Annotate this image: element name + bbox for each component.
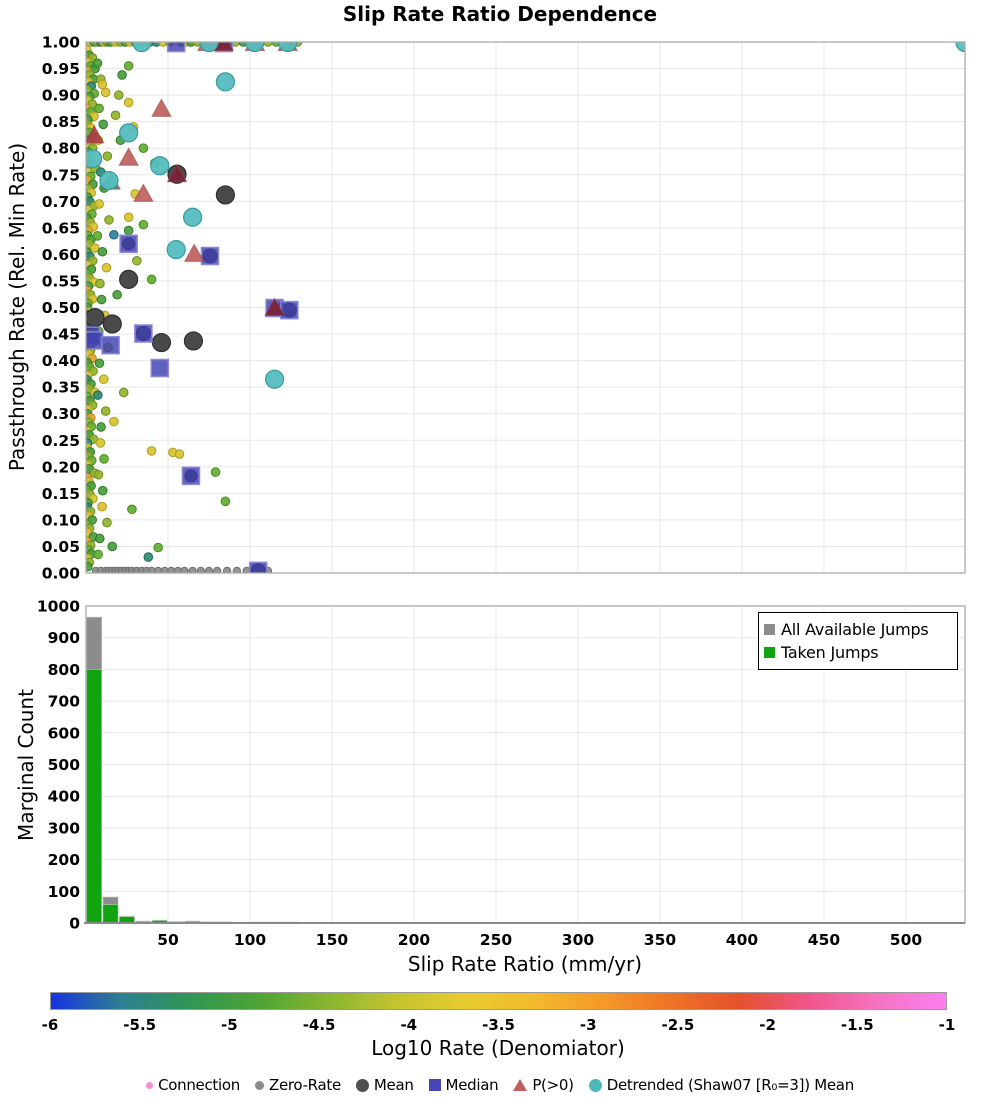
legend-row-available (764, 620, 952, 639)
histogram-y-tick-label: 600 (47, 724, 80, 743)
legend-item-label: Connection (158, 1076, 240, 1094)
legend-item-5 (589, 1076, 854, 1094)
marker-legend (0, 1076, 1000, 1094)
colorbar-tick-label: -1 (938, 1016, 956, 1034)
histogram-x-tick-label: 500 (889, 931, 923, 949)
scatter-point-connection (103, 152, 112, 161)
scatter-point-median (120, 235, 137, 252)
scatter-y-tick-label: 0.25 (41, 431, 80, 450)
scatter-point-mean-or-detrended (167, 241, 185, 259)
scatter-point-connection (119, 388, 128, 397)
scatter-point-connection (110, 230, 119, 239)
scatter-point-connection (95, 359, 104, 368)
square-icon (429, 1079, 441, 1091)
histogram-y-tick-label: 400 (47, 787, 80, 806)
scatter-point-connection (97, 295, 106, 304)
colorbar-tick-label: -1.5 (840, 1016, 874, 1034)
colorbar-label: Log10 Rate (Denomiator) (371, 1036, 625, 1060)
scatter-point-connection (147, 275, 156, 284)
histogram-y-tick-label: 800 (47, 660, 80, 679)
colorbar-tick-label: -6 (41, 1016, 59, 1034)
scatter-y-tick-label: 0.00 (41, 564, 80, 583)
histogram-y-tick-label: 700 (47, 692, 80, 711)
scatter-point-connection (103, 518, 112, 527)
scatter-point-connection (95, 534, 104, 543)
taken-jumps-swatch (764, 647, 775, 658)
legend-item-label: Median (445, 1076, 499, 1094)
scatter-point-connection (97, 423, 106, 432)
histogram-x-tick-label: 400 (725, 931, 759, 949)
histogram-y-tick-label: 300 (47, 819, 80, 838)
legend-item-4 (513, 1076, 573, 1094)
scatter-point-median (182, 467, 199, 484)
legend-item-label: Mean (373, 1076, 414, 1094)
colorbar-gradient (50, 992, 947, 1010)
histogram-y-tick-label: 500 (47, 756, 80, 774)
scatter-point-connection (84, 562, 93, 571)
scatter-point-connection (108, 542, 117, 551)
scatter-point-connection (118, 71, 127, 80)
scatter-point-connection (124, 98, 133, 107)
histogram-y-tick-label: 1000 (36, 597, 80, 616)
scatter-point-median (86, 332, 103, 349)
colorbar-tick-label: -3.5 (482, 1016, 515, 1034)
scatter-point-connection (113, 290, 122, 299)
histogram-x-tick-label: 250 (479, 931, 513, 949)
scatter-y-tick-label: 0.35 (41, 378, 80, 397)
scatter-y-tick-label: 0.05 (41, 537, 80, 556)
scatter-point-mean-or-detrended (184, 208, 202, 226)
scatter-point-connection (98, 247, 107, 256)
legend-item-0 (146, 1076, 240, 1094)
triangle-icon (513, 1079, 527, 1091)
legend-item-label: Detrended (Shaw07 [R₀=3]) Mean (606, 1076, 854, 1094)
scatter-point-median (168, 35, 185, 52)
scatter-point-connection (154, 543, 163, 552)
legend-row-taken (764, 643, 952, 662)
dot-m-icon (255, 1081, 264, 1090)
histogram-bar-taken (103, 905, 118, 923)
scatter-point-median (201, 247, 218, 264)
scatter-point-mean-or-detrended (216, 186, 234, 204)
scatter-point-connection (95, 200, 104, 209)
scatter-point-p-gt-0 (119, 148, 138, 165)
scatter-point-median (281, 302, 298, 319)
colorbar-tick-label: -5 (221, 1016, 238, 1034)
scatter-y-tick-label: 0.60 (41, 245, 80, 264)
available-jumps-label: All Available Jumps (781, 619, 929, 639)
scatter-point-connection (175, 450, 184, 459)
scatter-point-median (135, 325, 152, 342)
histogram-y-tick-label: 100 (47, 882, 80, 901)
scatter-point-mean-or-detrended (120, 270, 138, 288)
histogram-y-axis-label: Marginal Count (14, 689, 38, 841)
scatter-point-connection (94, 391, 103, 400)
scatter-point-connection (139, 220, 148, 229)
scatter-point-mean-or-detrended (100, 172, 118, 190)
circle-icon (589, 1079, 602, 1092)
scatter-point-connection (100, 455, 109, 464)
scatter-y-tick-label: 0.55 (41, 272, 80, 291)
scatter-y-tick-label: 0.30 (41, 405, 80, 424)
histogram-y-tick-label: 200 (47, 851, 80, 870)
scatter-point-connection (98, 80, 107, 89)
scatter-y-tick-label: 0.65 (41, 219, 80, 238)
scatter-point-mean-or-detrended (103, 315, 121, 333)
scatter-point-connection (96, 439, 105, 448)
dot-s-icon (146, 1082, 153, 1089)
legend-item-label: P(>0) (532, 1076, 574, 1094)
scatter-point-mean-or-detrended (266, 370, 284, 388)
colorbar-tick-label: -2.5 (661, 1016, 695, 1034)
histogram-x-tick-label: 200 (397, 931, 431, 949)
histogram-x-tick-label: 50 (157, 931, 179, 949)
scatter-point-connection (124, 213, 133, 222)
histogram-bar-taken (87, 669, 102, 923)
scatter-y-tick-label: 0.70 (41, 192, 80, 211)
colorbar-tick-label: -3 (579, 1016, 597, 1034)
scatter-point-median (102, 337, 119, 354)
histogram-x-axis-label: Slip Rate Ratio (mm/yr) (407, 952, 643, 976)
legend-item-2 (356, 1076, 414, 1094)
available-jumps-swatch (764, 624, 775, 635)
scatter-y-tick-label: 0.20 (41, 458, 80, 477)
histogram-x-tick-label: 150 (315, 931, 349, 949)
scatter-point-connection (144, 553, 153, 562)
histogram-legend (758, 612, 958, 670)
histogram-x-tick-label: 350 (643, 931, 677, 949)
scatter-point-connection (101, 88, 110, 97)
scatter-point-connection (98, 486, 107, 495)
scatter-point-connection (101, 407, 110, 416)
scatter-point-median (151, 360, 168, 377)
colorbar-tick-label: -5.5 (123, 1016, 157, 1034)
scatter-point-connection (96, 279, 105, 288)
histogram-y-tick-label: 0 (69, 914, 80, 933)
scatter-point-connection (139, 144, 148, 153)
scatter-point-connection (110, 417, 119, 426)
scatter-point-connection (147, 447, 156, 456)
scatter-y-tick-label: 0.85 (41, 113, 80, 132)
scatter-y-tick-label: 0.95 (41, 60, 80, 79)
scatter-point-connection (99, 120, 108, 129)
scatter-y-tick-label: 0.15 (41, 484, 80, 503)
scatter-y-tick-label: 0.80 (41, 139, 80, 158)
scatter-point-connection (95, 104, 104, 113)
scatter-point-connection (124, 62, 133, 71)
scatter-point-mean-or-detrended (216, 73, 234, 91)
scatter-points (80, 34, 974, 580)
circle-icon (356, 1079, 369, 1092)
scatter-y-tick-label: 0.40 (41, 352, 80, 371)
scatter-y-tick-label: 0.75 (41, 166, 80, 185)
scatter-point-mean-or-detrended (184, 332, 202, 350)
legend-item-3 (429, 1076, 499, 1094)
scatter-point-connection (94, 470, 103, 479)
scatter-point-connection (98, 502, 107, 511)
scatter-point-connection (133, 256, 142, 265)
chart-title: Slip Rate Ratio Dependence (342, 2, 658, 26)
scatter-point-connection (124, 226, 133, 235)
legend-item-1 (255, 1076, 341, 1094)
scatter-point-connection (111, 111, 120, 120)
scatter-y-tick-label: 0.10 (41, 511, 80, 530)
legend-item-label: Zero-Rate (268, 1076, 341, 1094)
histogram-x-tick-label: 300 (561, 931, 595, 949)
scatter-y-tick-label: 0.50 (41, 299, 80, 317)
scatter-point-connection (211, 468, 220, 477)
scatter-point-connection (128, 505, 137, 514)
scatter-point-connection (94, 550, 103, 559)
scatter-point-mean-or-detrended (152, 334, 170, 352)
colorbar-tick-label: -2 (759, 1016, 776, 1034)
scatter-point-connection (221, 497, 230, 506)
scatter-y-axis-label: Passthrough Rate (Rel. Min Rate) (5, 142, 29, 472)
scatter-point-mean-or-detrended (86, 309, 104, 327)
scatter-point-mean-or-detrended (151, 157, 169, 175)
taken-jumps-label: Taken Jumps (781, 643, 879, 663)
histogram-x-tick-label: 450 (807, 931, 841, 949)
scatter-point-connection (93, 59, 102, 68)
scatter-point-median (250, 562, 267, 579)
scatter-point-connection (99, 375, 108, 384)
histogram-x-tick-label: 100 (233, 931, 267, 949)
scatter-y-tick-label: 1.00 (41, 33, 80, 52)
scatter-point-connection (93, 232, 102, 241)
scatter-point-connection (114, 91, 123, 100)
scatter-y-tick-label: 0.45 (41, 325, 80, 344)
colorbar-tick-label: -4 (400, 1016, 418, 1034)
scatter-point-connection (105, 216, 114, 225)
colorbar-tick-label: -4.5 (302, 1016, 336, 1034)
scatter-point-connection (102, 263, 111, 272)
scatter-y-tick-label: 0.90 (41, 86, 80, 105)
histogram-y-tick-label: 900 (47, 629, 80, 648)
scatter-point-mean-or-detrended (120, 124, 138, 142)
